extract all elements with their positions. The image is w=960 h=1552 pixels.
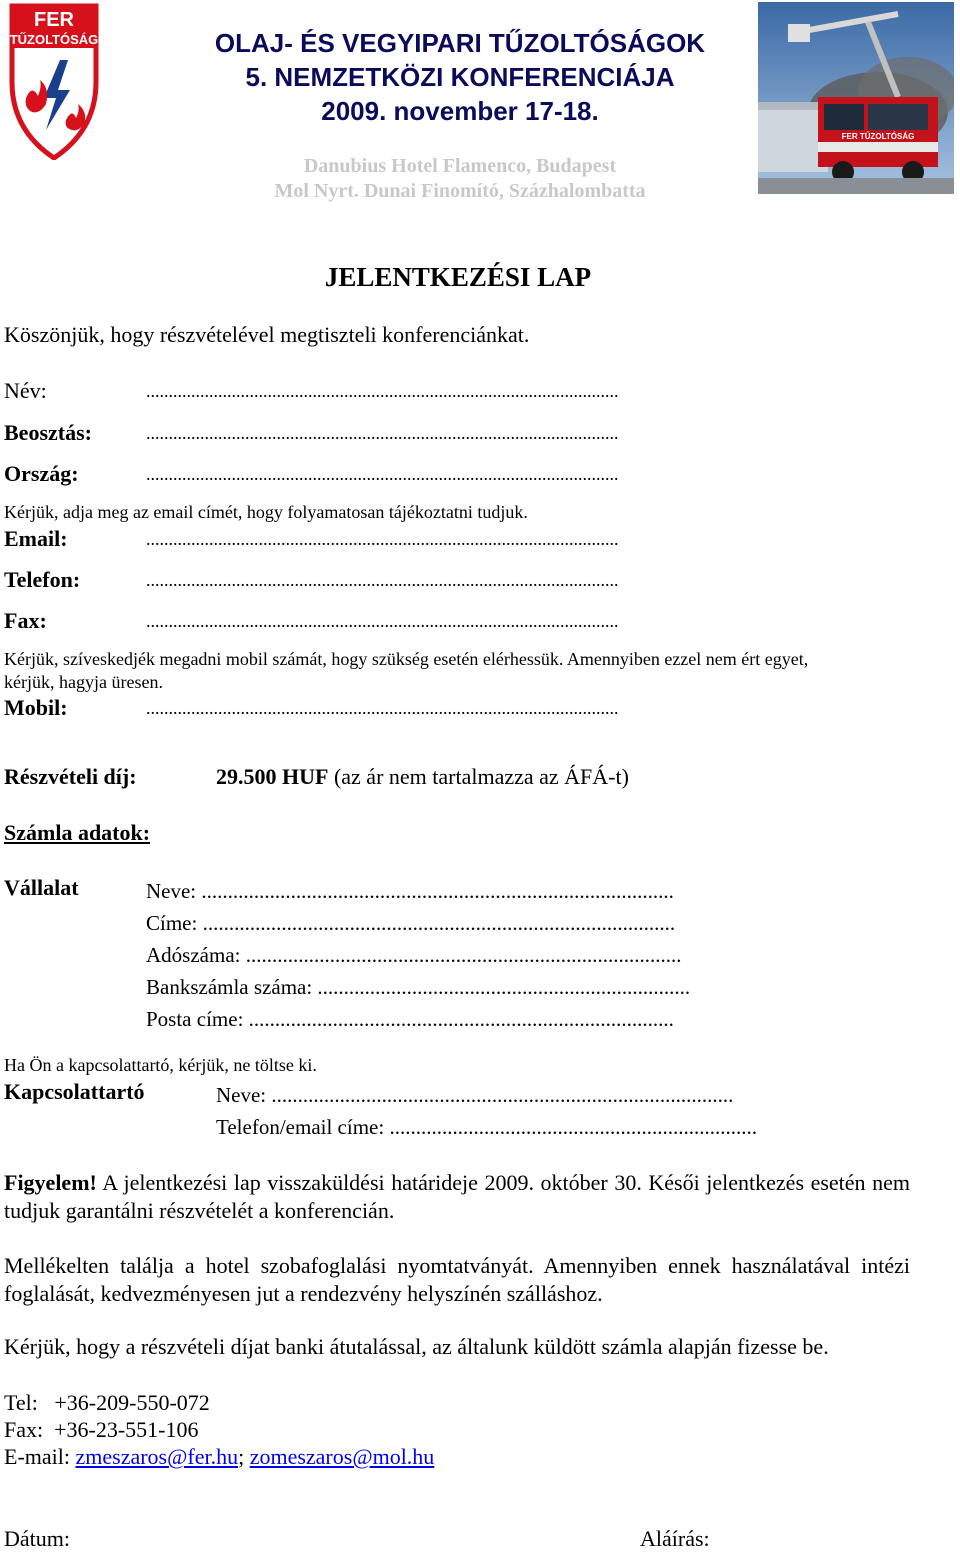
email-note: Kérjük, adja meg az email címét, hogy folyamatosan tájékoztatni tudjuk.	[4, 502, 528, 522]
email-separator: ;	[238, 1444, 250, 1469]
contact-note: Ha Ön a kapcsolattartó, kérjük, ne töltse ki.	[4, 1055, 317, 1075]
name-label: Név:	[4, 378, 47, 403]
svg-text:FER: FER	[34, 9, 74, 31]
contact-name-field[interactable]: Neve: ........................................................................................	[216, 1083, 734, 1107]
venue-line-2: Mol Nyrt. Dunai Finomító, Százhalombatta	[274, 180, 646, 202]
company-name-field[interactable]: Neve: ..........................................................................................	[146, 879, 674, 903]
contact-fax: Fax: +36-23-551-106	[4, 1417, 199, 1442]
venue-line-1: Danubius Hotel Flamenco, Budapest	[303, 155, 617, 177]
company-fields	[146, 875, 690, 1035]
contact-label: Kapcsolattartó	[4, 1079, 145, 1104]
country-label: Ország:	[4, 461, 79, 486]
phone-label: Telefon:	[4, 567, 81, 592]
company-tax-number-field[interactable]: Adószáma: ...................................................................................	[146, 943, 682, 967]
position-label: Beosztás:	[4, 420, 92, 445]
warning-label: Figyelem!	[4, 1170, 97, 1195]
company-bank-account-field[interactable]: Bankszámla száma: .......................................................................	[146, 975, 691, 999]
company-postal-address-field[interactable]: Posta címe: .................................................................................	[146, 1007, 674, 1031]
contact-fields	[216, 1079, 757, 1143]
venue-block	[160, 154, 760, 204]
title-line-1: OLAJ- ÉS VEGYIPARI TŰZOLTÓSÁGOK	[214, 28, 706, 58]
thanks-text: Köszönjük, hogy részvételével megtiszteli konferenciánkat.	[4, 322, 530, 347]
form-heading: JELENTKEZÉSI LAP	[324, 262, 592, 292]
position-field[interactable]: .........................................................................................................	[146, 423, 619, 443]
fee-value	[216, 764, 629, 790]
warning-text: A jelentkezési lap visszaküldési határideje 2009. október 30. Késői jelentkezés esetén nem tudjuk garantálni részvételét a konferencián.	[4, 1170, 910, 1223]
email-label-text: E-mail:	[4, 1444, 76, 1469]
fee-label: Részvételi díj:	[4, 764, 137, 789]
name-field[interactable]: .........................................................................................................	[146, 381, 619, 401]
company-address-field[interactable]: Címe: ..........................................................................................	[146, 911, 676, 935]
fire-truck-photo	[758, 2, 954, 194]
email-field[interactable]: .........................................................................................................	[146, 529, 619, 549]
contact-tel: Tel: +36-209-550-072	[4, 1390, 210, 1415]
email-link-1[interactable]: zmeszaros@fer.hu	[75, 1444, 239, 1469]
fax-field[interactable]: .........................................................................................................	[146, 611, 619, 631]
email-label: Email:	[4, 526, 68, 551]
conference-title	[160, 26, 760, 128]
svg-text:FER TŰZOLTÓSÁG: FER TŰZOLTÓSÁG	[841, 132, 915, 141]
svg-text:TŰZOLTÓSÁG: TŰZOLTÓSÁG	[9, 32, 99, 47]
title-line-2: 5. NEMZETKÖZI KONFERENCIÁJA	[245, 62, 675, 92]
mobile-label: Mobil:	[4, 695, 68, 720]
mobile-note-line-2: kérjük, hagyja üresen.	[4, 672, 163, 692]
invoice-heading: Számla adatok:	[4, 820, 151, 845]
fee-amount: 29.500 HUF	[216, 764, 329, 789]
email-link-2[interactable]: zomeszaros@mol.hu	[249, 1444, 435, 1469]
company-label: Vállalat	[4, 875, 79, 900]
signature-label: Aláírás:	[640, 1526, 710, 1551]
fer-logo	[4, 2, 104, 160]
phone-field[interactable]: .........................................................................................................	[146, 570, 619, 590]
mobile-field[interactable]: .........................................................................................................	[146, 698, 619, 718]
payment-note: Kérjük, hogy a részvételi díjat banki átutalással, az általunk küldött számla alapján fizesse be.	[4, 1334, 829, 1359]
title-line-3: 2009. november 17-18.	[321, 96, 599, 126]
contact-email	[4, 1444, 434, 1470]
mobile-note-line-1: Kérjük, szíveskedjék megadni mobil számát, hogy szükség esetén elérhessük. Amennyiben ezzel nem ért egyet,	[4, 649, 809, 669]
contact-phone-email-field[interactable]: Telefon/email címe: ......................................................................	[216, 1115, 757, 1139]
deadline-warning	[4, 1169, 910, 1225]
fee-note: (az ár nem tartalmazza az ÁFÁ-t)	[333, 764, 629, 789]
date-label: Dátum:	[4, 1526, 70, 1551]
country-field[interactable]: .........................................................................................................	[146, 464, 619, 484]
fax-label: Fax:	[4, 608, 47, 633]
hotel-note: Mellékelten találja a hotel szobafoglalási nyomtatványát. Amennyiben ennek használatával intézi foglalását, kedvezményesen jut a rendezvény helyszínén szálláshoz.	[4, 1253, 910, 1306]
